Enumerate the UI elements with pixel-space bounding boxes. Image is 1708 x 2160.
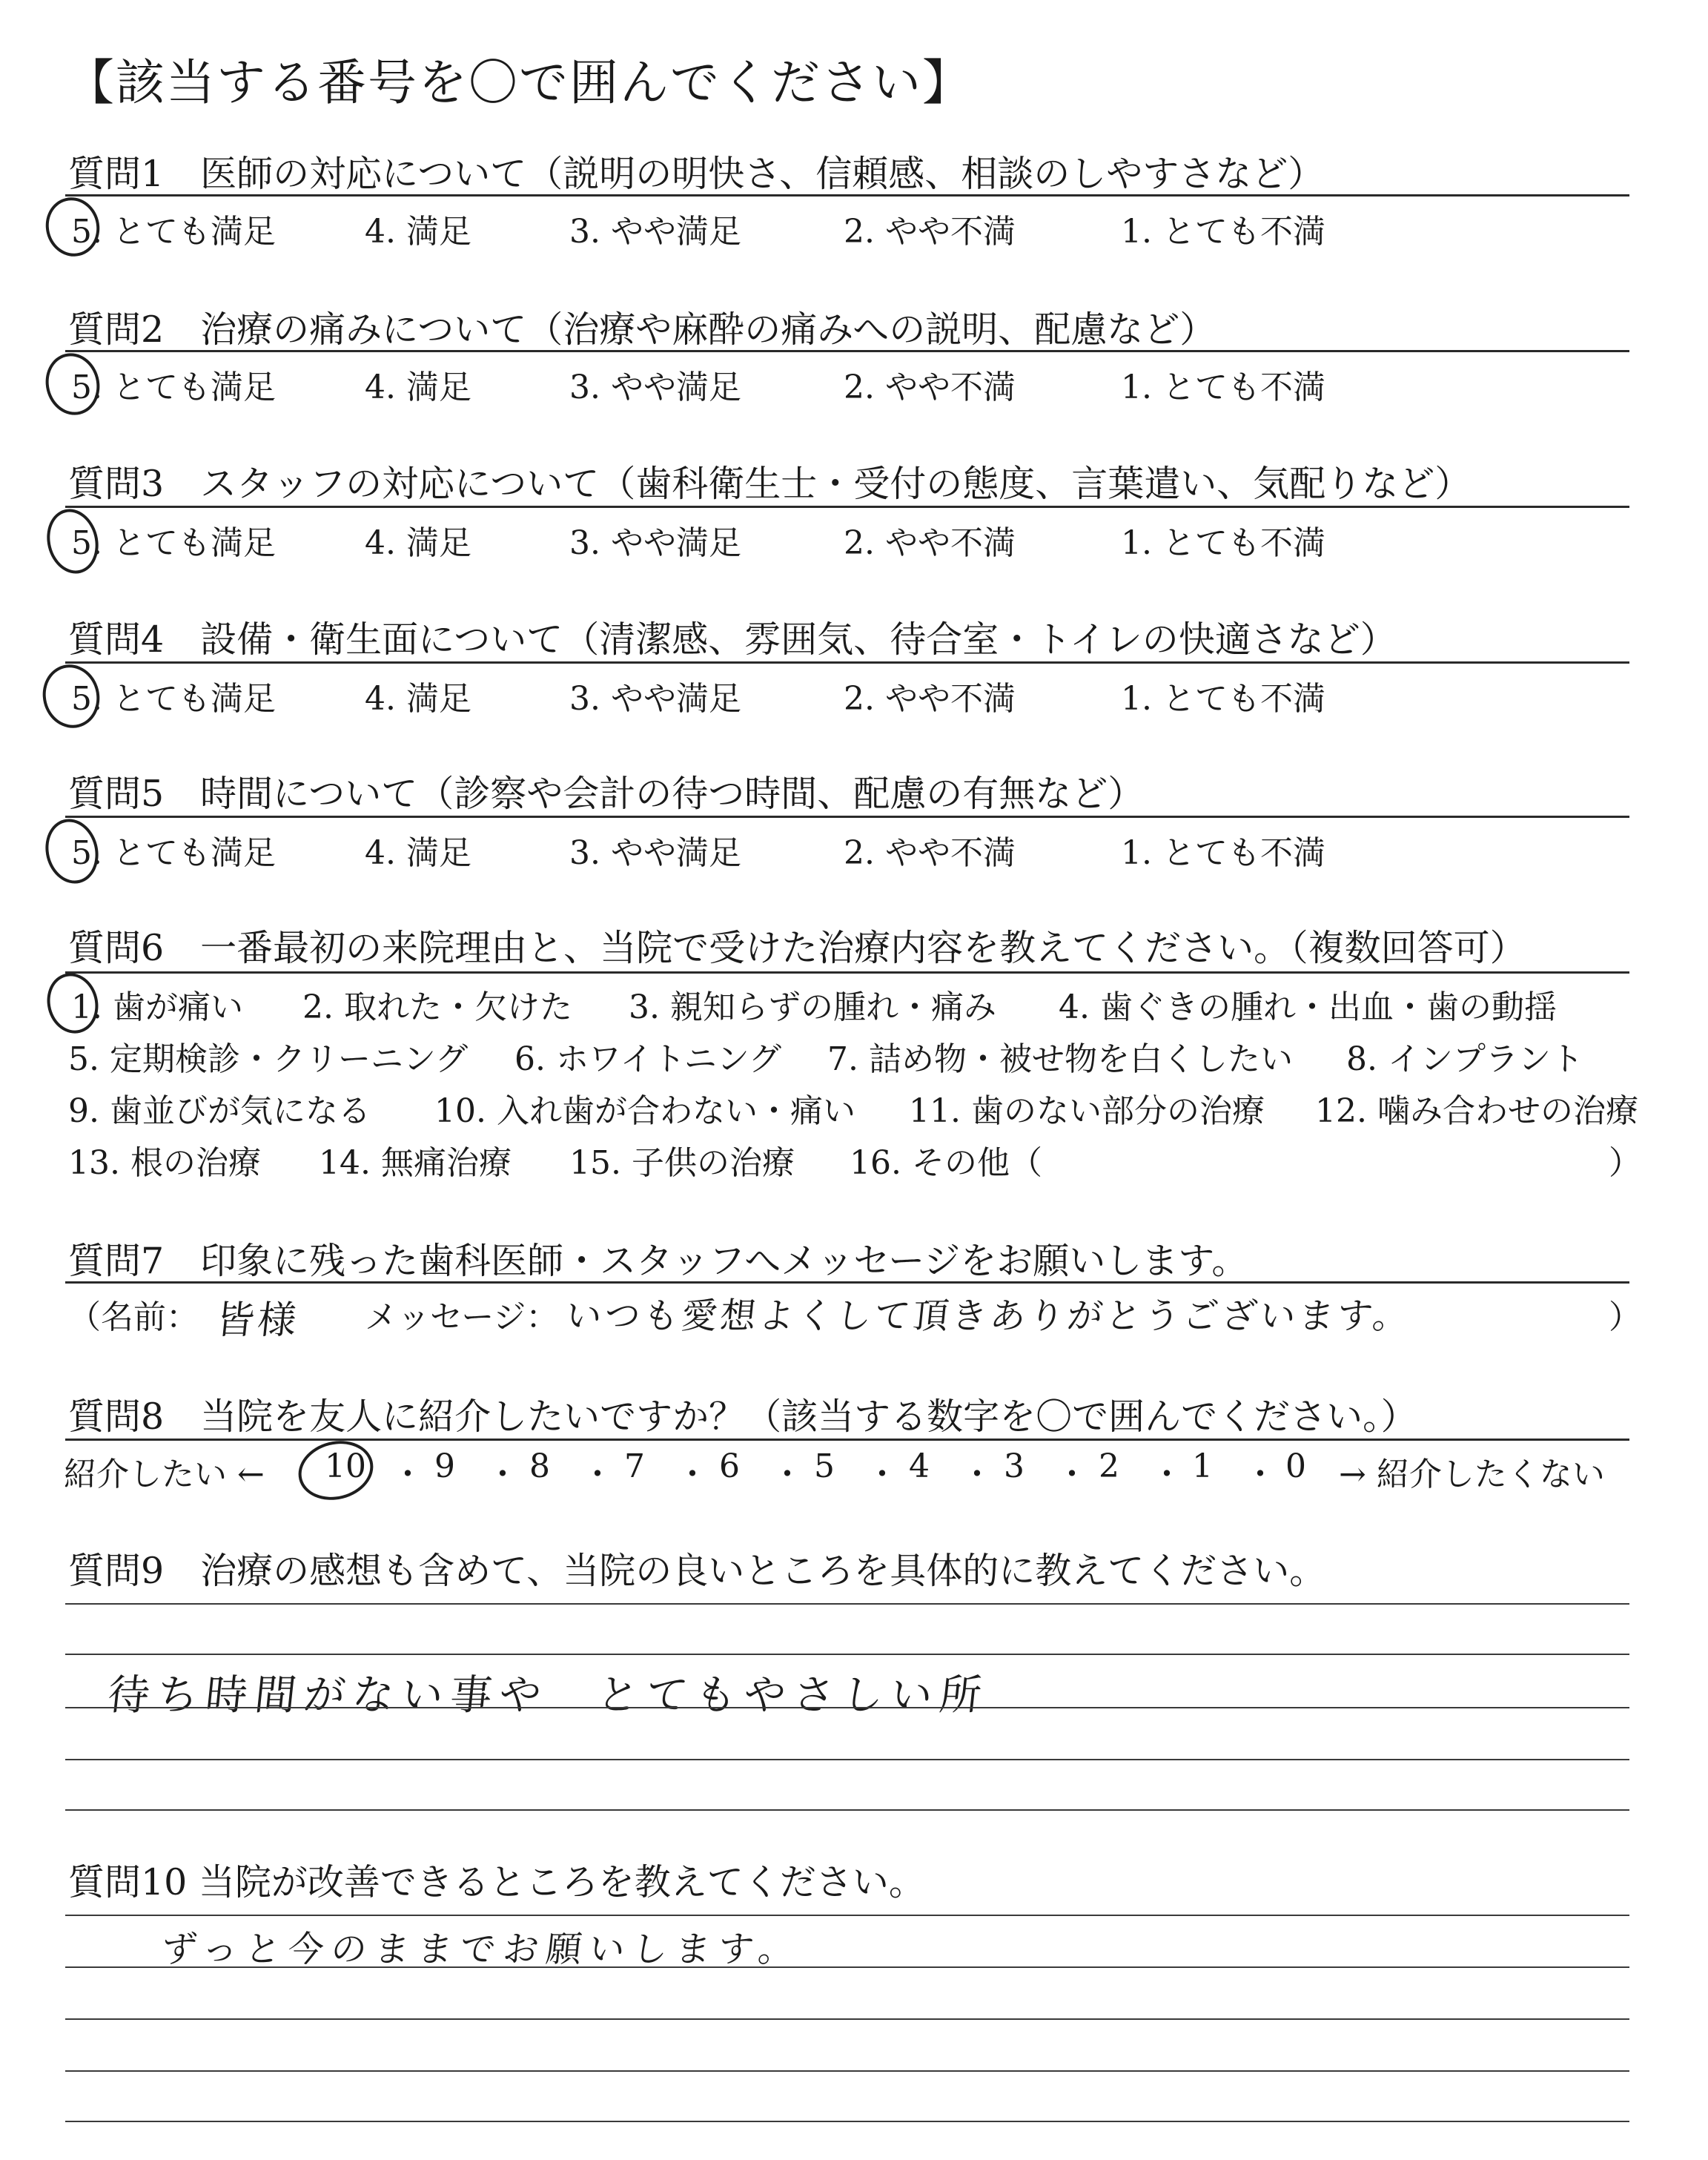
q8-score-10[interactable]: 10 — [325, 1447, 366, 1485]
q8-left-label: 紹介したい ← — [64, 1456, 265, 1493]
divider — [65, 350, 1629, 352]
question-10-heading: 質問10 当院が改善できるところを教えてください。 — [68, 1861, 925, 1903]
q6-option-7[interactable]: 7. 詰め物・被せ物を白くしたい — [827, 1040, 1293, 1078]
q8-separator: ・ — [676, 1456, 709, 1493]
answer-line — [65, 1707, 1629, 1708]
q6-option-14[interactable]: 14. 無痛治療 — [319, 1144, 512, 1182]
q7-name-label: （名前： — [68, 1298, 199, 1336]
question-8-heading: 質問8 当院を友人に紹介したいですか？（該当する数字を〇で囲んでください。） — [68, 1396, 1417, 1438]
divider — [65, 1281, 1629, 1284]
q8-score-8[interactable]: 8 — [529, 1447, 550, 1485]
question-9-heading: 質問9 治療の感想も含めて、当院の良いところを具体的に教えてください。 — [68, 1550, 1326, 1592]
q3-option-5[interactable]: 5. とても満足 — [71, 524, 276, 562]
q6-option-16[interactable]: 16. その他（ — [850, 1144, 1042, 1182]
q6-option-6[interactable]: 6. ホワイトニング — [514, 1040, 782, 1078]
q8-score-7[interactable]: 7 — [624, 1447, 645, 1485]
question-5-heading: 質問5 時間について（診察や会計の待つ時間、配慮の有無など） — [68, 773, 1145, 815]
page-title: 【該当する番号を〇で囲んでください】 — [65, 54, 973, 111]
q1-option-1[interactable]: 1. とても不満 — [1121, 213, 1325, 251]
q6-option-3[interactable]: 3. 親知らずの腫れ・痛み — [629, 988, 996, 1026]
q8-separator: ・ — [391, 1456, 424, 1493]
q8-score-1[interactable]: 1 — [1192, 1447, 1213, 1485]
q4-option-1[interactable]: 1. とても不満 — [1121, 680, 1325, 718]
divider — [65, 971, 1629, 974]
q5-option-1[interactable]: 1. とても不満 — [1121, 834, 1325, 872]
q8-separator: ・ — [581, 1456, 614, 1493]
q6-other-close-paren: ） — [1609, 1144, 1641, 1182]
divider — [65, 194, 1629, 196]
q6-option-9[interactable]: 9. 歯並びが気になる — [68, 1092, 371, 1130]
question-7-heading: 質問7 印象に残った歯科医師・スタッフへメッセージをお願いします。 — [68, 1240, 1248, 1282]
q8-score-9[interactable]: 9 — [434, 1447, 455, 1485]
q6-selection-circle — [41, 968, 105, 1039]
q6-option-5[interactable]: 5. 定期検診・クリーニング — [68, 1040, 469, 1078]
q6-option-15[interactable]: 15. 子供の治療 — [569, 1144, 795, 1182]
q8-separator: ・ — [1244, 1456, 1277, 1493]
q8-right-label: → 紹介したくない — [1339, 1456, 1605, 1493]
answer-line — [65, 1809, 1629, 1811]
q8-separator: ・ — [1056, 1456, 1088, 1493]
question-4-heading: 質問4 設備・衛生面について（清潔感、雰囲気、待合室・トイレの快適さなど） — [68, 618, 1397, 661]
q3-option-3[interactable]: 3. やや満足 — [569, 524, 741, 562]
q3-option-2[interactable]: 2. やや不満 — [844, 524, 1016, 562]
q3-selection-circle — [40, 503, 105, 579]
q5-option-4[interactable]: 4. 満足 — [365, 834, 471, 872]
q4-option-2[interactable]: 2. やや不満 — [844, 680, 1016, 718]
q8-score-3[interactable]: 3 — [1004, 1447, 1025, 1485]
answer-line — [65, 1966, 1629, 1968]
question-1-heading: 質問1 医師の対応について（説明の明快さ、信頼感、相談のしやすさなど） — [68, 153, 1325, 195]
q2-selection-circle — [39, 348, 106, 421]
question-3-heading: 質問3 スタッフの対応について（歯科衛生士・受付の態度、言葉遣い、気配りなど） — [68, 463, 1472, 505]
q1-option-4[interactable]: 4. 満足 — [365, 213, 471, 251]
answer-line — [65, 1603, 1629, 1605]
q2-option-2[interactable]: 2. やや不満 — [844, 369, 1016, 406]
answer-line — [65, 1654, 1629, 1655]
answer-line — [65, 2018, 1629, 2020]
q4-selection-circle — [36, 658, 107, 734]
q4-option-3[interactable]: 3. やや満足 — [569, 680, 741, 718]
q8-score-5[interactable]: 5 — [814, 1447, 835, 1485]
q1-option-5[interactable]: 5. とても満足 — [71, 213, 276, 251]
divider — [65, 816, 1629, 818]
q4-option-5[interactable]: 5. とても満足 — [71, 680, 276, 718]
question-2-heading: 質問2 治療の痛みについて（治療や麻酔の痛みへの説明、配慮など） — [68, 308, 1217, 351]
answer-line — [65, 2121, 1629, 2122]
q2-option-1[interactable]: 1. とても不満 — [1121, 369, 1325, 406]
q7-message-label: メッセージ： — [365, 1298, 559, 1336]
q5-selection-circle — [39, 813, 105, 889]
q8-score-4[interactable]: 4 — [909, 1447, 930, 1485]
q6-option-1[interactable]: 1. 歯が痛い — [71, 988, 243, 1026]
q8-separator: ・ — [866, 1456, 898, 1493]
answer-line — [65, 1915, 1629, 1916]
q6-option-12[interactable]: 12. 噛み合わせの治療 — [1315, 1092, 1638, 1130]
q7-close-paren: ） — [1609, 1298, 1641, 1336]
q5-option-2[interactable]: 2. やや不満 — [844, 834, 1016, 872]
q3-option-4[interactable]: 4. 満足 — [365, 524, 471, 562]
q2-option-5[interactable]: 5. とても満足 — [71, 369, 276, 406]
q8-separator: ・ — [1151, 1456, 1183, 1493]
q3-option-1[interactable]: 1. とても不満 — [1121, 524, 1325, 562]
divider — [65, 661, 1629, 664]
q9-answer[interactable]: 待ち時間がない事や とてもやさしい所 — [105, 1671, 991, 1720]
q6-option-10[interactable]: 10. 入れ歯が合わない・痛い — [434, 1092, 855, 1130]
question-6-heading: 質問6 一番最初の来院理由と、当院で受けた治療内容を教えてください。（複数回答可） — [68, 927, 1526, 969]
q8-separator: ・ — [771, 1456, 804, 1493]
q2-option-3[interactable]: 3. やや満足 — [569, 369, 741, 406]
q5-option-5[interactable]: 5. とても満足 — [71, 834, 276, 872]
q8-separator: ・ — [486, 1456, 519, 1493]
q10-answer[interactable]: ずっと今のままでお願いします。 — [159, 1929, 804, 1970]
q1-option-3[interactable]: 3. やや満足 — [569, 213, 741, 251]
q6-option-11[interactable]: 11. 歯のない部分の治療 — [909, 1092, 1265, 1130]
q8-selection-circle — [292, 1433, 380, 1507]
q8-score-6[interactable]: 6 — [719, 1447, 740, 1485]
answer-line — [65, 2070, 1629, 2072]
q6-option-8[interactable]: 8. インプラント — [1346, 1040, 1583, 1078]
q8-score-0[interactable]: 0 — [1285, 1447, 1306, 1485]
q6-option-13[interactable]: 13. 根の治療 — [68, 1144, 261, 1182]
q6-option-2[interactable]: 2. 取れた・欠けた — [302, 988, 572, 1026]
divider — [65, 506, 1629, 508]
q2-option-4[interactable]: 4. 満足 — [365, 369, 471, 406]
q8-score-2[interactable]: 2 — [1099, 1447, 1119, 1485]
q6-option-4[interactable]: 4. 歯ぐきの腫れ・出血・歯の動揺 — [1059, 988, 1557, 1026]
q7-name-answer[interactable]: 皆様 — [214, 1298, 302, 1343]
answer-line — [65, 1759, 1629, 1760]
q7-message-answer[interactable]: いつも愛想よくして頂きありがとうございます。 — [563, 1295, 1414, 1337]
q8-separator: ・ — [961, 1456, 993, 1493]
q5-option-3[interactable]: 3. やや満足 — [569, 834, 741, 872]
q1-option-2[interactable]: 2. やや不満 — [844, 213, 1016, 251]
q4-option-4[interactable]: 4. 満足 — [365, 680, 471, 718]
divider — [65, 1439, 1629, 1441]
